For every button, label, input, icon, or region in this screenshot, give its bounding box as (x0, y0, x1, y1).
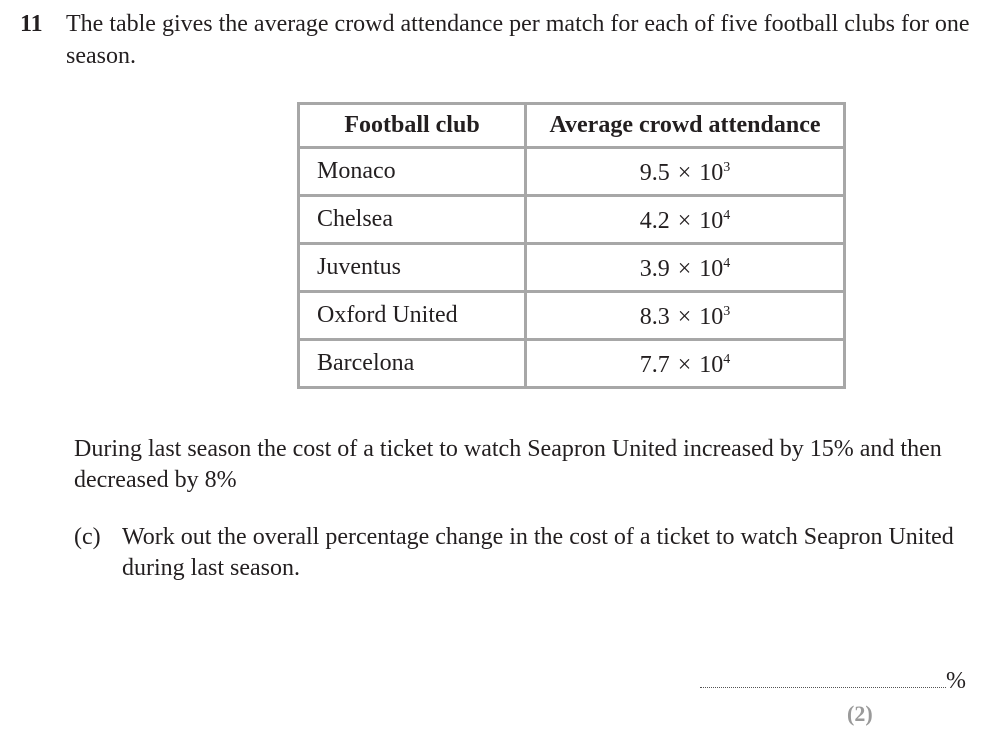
marks-label: (2) (847, 701, 873, 726)
header-average-attendance: Average crowd attendance (526, 104, 845, 148)
table-row (299, 148, 845, 196)
attendance-value: $7.7 \times 10^4$ (526, 340, 845, 388)
table-row (299, 292, 845, 340)
attendance-value: $4.2 \times 10^4$ (526, 196, 845, 244)
table-row (299, 196, 845, 244)
question-stem: During last season the cost of a ticket to watch Seapron United increased by 15% and then decreased by 8% (74, 436, 942, 493)
club-name: Oxford United (299, 292, 526, 340)
club-name: Chelsea (299, 196, 526, 244)
attendance-value: $3.9 \times 10^4$ (526, 244, 845, 292)
part-c-label: (c) (74, 524, 101, 550)
attendance-value: $9.5 \times 10^3$ (526, 148, 845, 196)
table-row (299, 244, 845, 292)
question-number: 11 (20, 11, 43, 37)
table-row (299, 340, 845, 388)
question-intro: The table gives the average crowd attendance per match for each of five football clubs for one season. (66, 11, 970, 69)
attendance-table (297, 102, 846, 389)
answer-unit: % (946, 668, 966, 694)
answer-line[interactable] (700, 687, 946, 688)
club-name: Juventus (299, 244, 526, 292)
part-c-text: Work out the overall percentage change in the cost of a ticket to watch Seapron United during last season. (122, 524, 954, 581)
club-name: Barcelona (299, 340, 526, 388)
club-name: Monaco (299, 148, 526, 196)
attendance-value: $8.3 \times 10^3$ (526, 292, 845, 340)
header-football-club: Football club (299, 104, 526, 148)
table-header-row (299, 104, 845, 148)
